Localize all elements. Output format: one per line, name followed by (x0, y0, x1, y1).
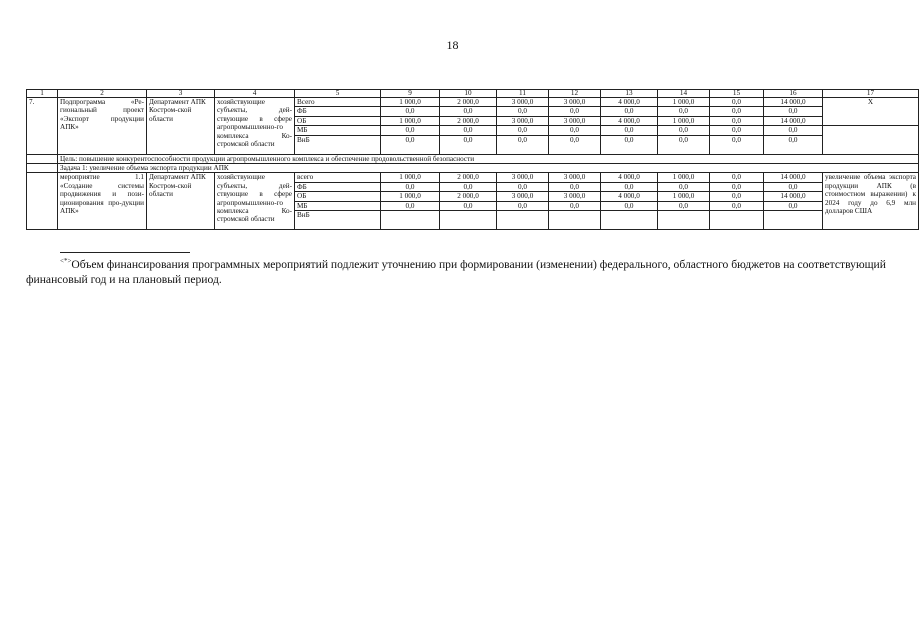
value-cell: 1 000,0 (381, 116, 440, 125)
value-cell: 14 000,0 (764, 192, 823, 201)
footnote-text: Объем финансирования программных мероприятий подлежит уточнению при формировании (изменении) федерального, областного бюджетов на соответствующий финансовый год и на плановый период. (26, 257, 886, 286)
empty-cell (27, 154, 58, 163)
column-header: 9 (381, 90, 440, 98)
page-number: 18 (446, 38, 459, 52)
value-cell: 0,0 (764, 107, 823, 116)
column-header: 13 (601, 90, 658, 98)
task-text: Задача 1: увеличение объема экспорта продукции АПК (58, 164, 919, 173)
column-header: 12 (549, 90, 601, 98)
value-cell: 3 000,0 (549, 173, 601, 182)
value-cell: 0,0 (764, 201, 823, 210)
value-cell: 0,0 (601, 201, 658, 210)
value-cell: 0,0 (601, 135, 658, 154)
value-cell: 0,0 (497, 107, 549, 116)
funding-source: МБ (295, 201, 381, 210)
column-header: 11 (497, 90, 549, 98)
column-header: 5 (295, 90, 381, 98)
value-cell: 0,0 (601, 126, 658, 135)
value-cell: 4 000,0 (601, 116, 658, 125)
value-cell: 0,0 (381, 107, 440, 116)
value-cell: 3 000,0 (549, 116, 601, 125)
funding-source: ВнБ (295, 135, 381, 154)
value-cell: 0,0 (381, 135, 440, 154)
value-cell: 0,0 (658, 182, 710, 191)
program-participants: хозяйствующие субъекты, дей-ствующие в сфере агропромышленно-го комплекса Ко-стромской области (215, 98, 295, 155)
column-header: 10 (440, 90, 497, 98)
value-cell: 1 000,0 (381, 192, 440, 201)
value-cell (658, 211, 710, 230)
value-cell: 4 000,0 (601, 173, 658, 182)
value-cell: 14 000,0 (764, 173, 823, 182)
goal-text: Цель: повышение конкурентоспособности продукции агропромышленного комплекса и обеспечение продовольственной безопасности (58, 154, 919, 163)
value-cell (381, 211, 440, 230)
value-cell (601, 211, 658, 230)
value-cell: 1 000,0 (658, 116, 710, 125)
value-cell: 0,0 (497, 201, 549, 210)
value-cell: 0,0 (440, 107, 497, 116)
funding-source: ВнБ (295, 211, 381, 230)
value-cell: 0,0 (440, 135, 497, 154)
value-cell: 1 000,0 (381, 98, 440, 107)
value-cell: 1 000,0 (658, 173, 710, 182)
value-cell: 1 000,0 (658, 98, 710, 107)
funding-source: всего (295, 173, 381, 182)
column-header: 1 (27, 90, 58, 98)
program-number: 7. (27, 98, 58, 155)
value-cell: 2 000,0 (440, 116, 497, 125)
footnote (26, 254, 888, 287)
column-header: 4 (215, 90, 295, 98)
value-cell: 0,0 (658, 135, 710, 154)
funding-source: ОБ (295, 116, 381, 125)
value-cell (764, 211, 823, 230)
goal-row (27, 154, 919, 163)
value-cell: 0,0 (710, 173, 764, 182)
program-result: Х (823, 98, 919, 126)
value-cell: 0,0 (764, 135, 823, 154)
value-cell: 0,0 (497, 182, 549, 191)
value-cell: 3 000,0 (549, 98, 601, 107)
value-cell: 0,0 (381, 201, 440, 210)
column-header: 14 (658, 90, 710, 98)
value-cell: 0,0 (549, 182, 601, 191)
value-cell: 0,0 (549, 107, 601, 116)
value-cell: 0,0 (601, 107, 658, 116)
value-cell (710, 211, 764, 230)
empty-cell (27, 164, 58, 173)
funding-source: МБ (295, 126, 381, 135)
value-cell: 0,0 (764, 126, 823, 135)
value-cell: 0,0 (381, 182, 440, 191)
value-cell: 3 000,0 (497, 98, 549, 107)
value-cell: 2 000,0 (440, 173, 497, 182)
funding-source: ФБ (295, 107, 381, 116)
funding-source: Всего (295, 98, 381, 107)
value-cell: 2 000,0 (440, 98, 497, 107)
footnote-separator (60, 252, 190, 253)
funding-source: ОБ (295, 192, 381, 201)
value-cell: 0,0 (710, 107, 764, 116)
value-cell: 14 000,0 (764, 116, 823, 125)
program-name: Подпрограмма «Ре-гиональный проект «Экспорт продукции АПК» (58, 98, 147, 155)
value-cell: 0,0 (549, 201, 601, 210)
value-cell: 0,0 (658, 107, 710, 116)
value-cell: 0,0 (381, 126, 440, 135)
financing-table (26, 89, 919, 230)
column-header: 2 (58, 90, 147, 98)
value-cell: 3 000,0 (497, 173, 549, 182)
footnote-marker: <*> (60, 257, 72, 265)
table-row (27, 173, 919, 182)
value-cell: 1 000,0 (658, 192, 710, 201)
value-cell: 0,0 (710, 98, 764, 107)
value-cell: 0,0 (440, 201, 497, 210)
column-number-row (27, 90, 919, 98)
measure-name: мероприятие 1.1 «Создание системы продвижения и пози-ционирования про-дукции АПК» (58, 173, 147, 230)
column-header: 16 (764, 90, 823, 98)
value-cell: 0,0 (658, 201, 710, 210)
measure-result: увеличение объема экспорта продукции АПК (в стоимостном выражении) к 2024 году до 6,9 млн долларов США (823, 173, 919, 230)
value-cell: 4 000,0 (601, 192, 658, 201)
value-cell (549, 211, 601, 230)
value-cell: 1 000,0 (381, 173, 440, 182)
value-cell: 0,0 (710, 192, 764, 201)
measure-executor: Департамент АПК Костром-ской области (147, 173, 215, 230)
task-row (27, 164, 919, 173)
program-executor: Департамент АПК Костром-ской области (147, 98, 215, 155)
column-header: 15 (710, 90, 764, 98)
value-cell: 0,0 (710, 135, 764, 154)
value-cell: 0,0 (764, 182, 823, 191)
value-cell: 0,0 (497, 135, 549, 154)
value-cell: 4 000,0 (601, 98, 658, 107)
value-cell (440, 211, 497, 230)
value-cell: 0,0 (710, 126, 764, 135)
value-cell: 0,0 (710, 116, 764, 125)
value-cell: 3 000,0 (497, 116, 549, 125)
value-cell: 0,0 (440, 126, 497, 135)
value-cell: 0,0 (710, 182, 764, 191)
value-cell: 0,0 (440, 182, 497, 191)
funding-source: ФБ (295, 182, 381, 191)
value-cell: 2 000,0 (440, 192, 497, 201)
value-cell: 0,0 (497, 126, 549, 135)
value-cell: 0,0 (549, 126, 601, 135)
value-cell: 3 000,0 (497, 192, 549, 201)
empty-cell (823, 126, 919, 154)
column-header: 3 (147, 90, 215, 98)
value-cell: 14 000,0 (764, 98, 823, 107)
table-row (27, 98, 919, 107)
measure-participants: хозяйствующие субъекты, дей-ствующие в сфере агропромышленно-го комплекса Ко-стромской области (215, 173, 295, 230)
empty-cell (27, 173, 58, 230)
value-cell (497, 211, 549, 230)
value-cell: 3 000,0 (549, 192, 601, 201)
value-cell: 0,0 (549, 135, 601, 154)
column-header: 17 (823, 90, 919, 98)
value-cell: 0,0 (710, 201, 764, 210)
value-cell: 0,0 (601, 182, 658, 191)
value-cell: 0,0 (658, 126, 710, 135)
